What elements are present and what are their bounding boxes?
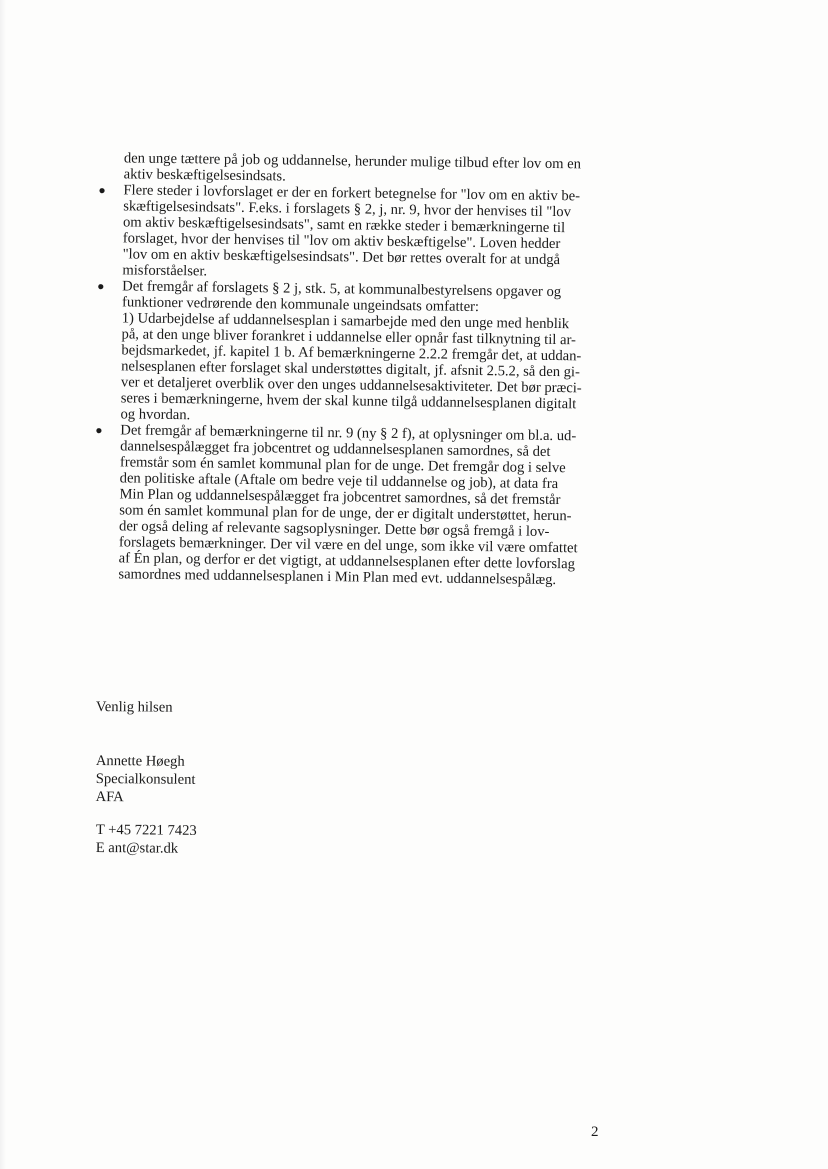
scan-edge-shadow [0, 0, 6, 1169]
signer-title: Specialkonsulent [95, 770, 196, 788]
bullet-text: Det fremgår af forslagets § 2 j, stk. 5, at kommunalbestyrelsens opgaver og funktioner vedrørende den kommunale ungeindsats omfatter: 1) Udarbejdelse af uddannelsesplan i samarbejde med den unge med henblik på, at den unge bliver forankret i uddannelse eller opnår fast tilknytning til ar- bejdsmarkedet, jf. kapitel 1 b. Af bemærkningerne 2.2.2 fremgår det, at uddan- nelsesplanen efter forslaget skal understøttes digitalt, jf. afsnit 2.5.2, så den gi- ver et detaljeret overblik over den unges uddannelsesaktiviteter. Det bør præci- seres i bemærkningerne, hvem der skal kunne tilgå uddannelsesplanen digitalt og hvordan. [120, 278, 582, 424]
bullet-text: Det fremgår af bemærkningerne til nr. 9 (ny § 2 f), at oplysninger om bl.a. ud- dannelsespålægget fra jobcentret og uddannelsesplanen samordnes, så det fremstår som én samlet kommunal plan for de unge. Det fremgår dog i selve den politiske aftale (Aftale om bedre veje til uddannelse og job), at data fra Min Plan og uddannelsespålægget fra jobcentret samordnes, så det fremstår som én samlet kommunal plan for de unge, der er digitalt understøttet, herun- der også deling af relevante sagsoplysninger. Dette bør også fremgå i lov- forslagets bemærkninger. Der vil være en del unge, som ikke vil være omfattet af Én plan, og derfor er det vigtigt, at uddannelsesplanen efter dette lovforslag samordnes med uddannelsesplanen i Min Plan med evt. uddannelsespålæg. [118, 422, 578, 589]
bullet-list [90, 182, 615, 589]
contact-block [96, 821, 197, 858]
signer-name: Annette Høegh [95, 752, 185, 770]
signer-org: AFA [95, 788, 124, 806]
closing-greeting [96, 698, 173, 717]
signature-block [96, 752, 196, 807]
bullet-item [90, 422, 612, 589]
bullet-dot-icon: ● [97, 279, 105, 294]
email-address: E ant@star.dk [95, 839, 179, 857]
bullet-item [94, 182, 615, 285]
page-number: 2 [591, 1124, 599, 1140]
bullet-item [92, 278, 614, 429]
continuation-paragraph: den unge tættere på job og uddannelse, herunder mulige tilbud efter lov om en aktiv beskæftigelsesindsats. [123, 150, 582, 185]
body-text [90, 150, 616, 589]
bullet-dot-icon: ● [95, 423, 103, 438]
greeting-text: Venlig hilsen [95, 698, 173, 716]
bullet-dot-icon: ● [98, 183, 106, 198]
bullet-text: Flere steder i lovforslaget er der en forkert betegnelse for "lov om en aktiv be- skæftigelsesindsats". F.eks. i forslagets § 2, j, nr. 9, hvor der henvises til "lov om aktiv beskæftigelsesindsats", samt en række steder i bemærkningerne til forslaget, hvor der henvises til "lov om aktiv beskæftigelse". Loven hedder "lov om en aktiv beskæftigelsesindsats". Det bør rettes overalt for at undgå misforståelser. [122, 182, 581, 280]
phone-number: T +45 7221 7423 [95, 821, 197, 839]
